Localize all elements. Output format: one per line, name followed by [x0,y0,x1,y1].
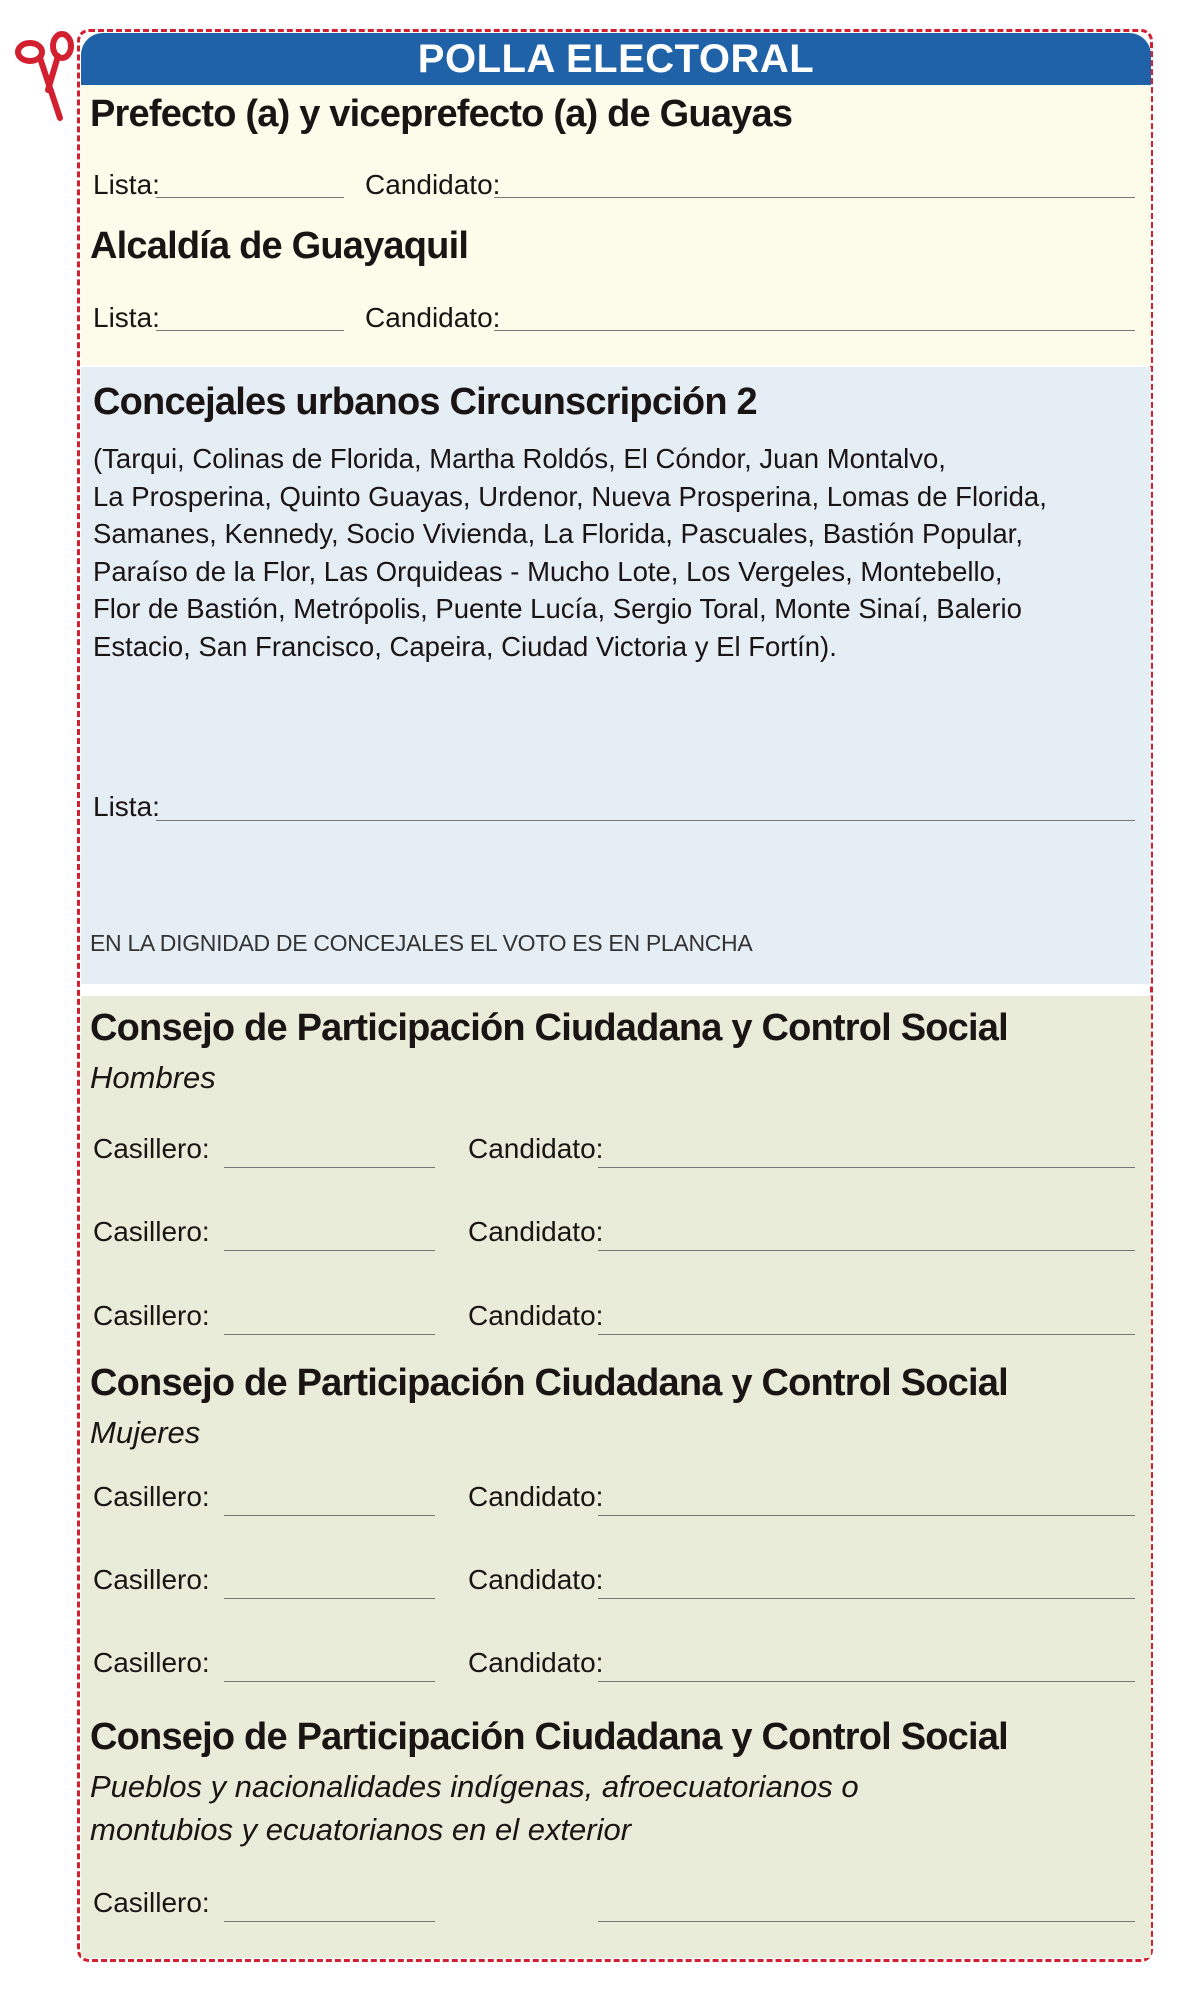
parishes-line: Estacio, San Francisco, Capeira, Ciudad Victoria y El Fortín). [93,630,837,662]
concejales-title: Concejales urbanos Circunscripción 2 [93,381,757,423]
mujeres-candidato-field[interactable] [598,1598,1135,1599]
hombres-candidato-field[interactable] [598,1334,1135,1335]
hombres-candidato-label: Candidato: [468,1216,604,1247]
mujeres-casillero-field[interactable] [224,1515,435,1516]
cpccs-mujeres-subtitle: Mujeres [90,1415,201,1450]
parishes-line: (Tarqui, Colinas de Florida, Martha Roldós, El Cóndor, Juan Montalvo, [93,443,946,474]
hombres-casillero-label: Casillero: [93,1216,210,1247]
hombres-casillero-label: Casillero: [93,1300,210,1331]
mujeres-casillero-label: Casillero: [93,1564,210,1595]
concejales-lista-label: Lista: [93,791,160,822]
mujeres-candidato-field[interactable] [598,1515,1135,1516]
hombres-casillero-field[interactable] [224,1167,435,1168]
concejales-lista-field[interactable] [156,820,1135,821]
cpccs-hombres-title: Consejo de Participación Ciudadana y Control Social [90,1007,1008,1049]
prefecto-lista-field[interactable] [156,197,344,198]
pueblos-casillero-field[interactable] [224,1921,435,1922]
subtitle-line: montubios y ecuatorianos en el exterior [90,1812,632,1847]
mujeres-candidato-label: Candidato: [468,1564,604,1595]
hombres-candidato-field[interactable] [598,1167,1135,1168]
prefecto-candidato-field[interactable] [494,197,1135,198]
mujeres-candidato-label: Candidato: [468,1647,604,1678]
cpccs-pueblos-subtitle [90,1765,859,1851]
mujeres-candidato-label: Candidato: [468,1481,604,1512]
mujeres-candidato-field[interactable] [598,1681,1135,1682]
hombres-casillero-field[interactable] [224,1334,435,1335]
mujeres-casillero-field[interactable] [224,1681,435,1682]
hombres-candidato-label: Candidato: [468,1133,604,1164]
parishes-line: Flor de Bastión, Metrópolis, Puente Lucía, Sergio Toral, Monte Sinaí, Balerio [93,593,1022,624]
alcaldia-candidato-label: Candidato: [365,302,501,333]
parishes-line: Paraíso de la Flor, Las Orquideas - Mucho Lote, Los Vergeles, Montebello, [93,555,1003,587]
parishes-line: La Prosperina, Quinto Guayas, Urdenor, Nueva Prosperina, Lomas de Florida, [93,480,1047,512]
subtitle-line: Pueblos y nacionalidades indígenas, afroecuatorianos o [90,1769,859,1804]
mujeres-casillero-label: Casillero: [93,1647,210,1678]
alcaldia-lista-field[interactable] [156,330,344,331]
cpccs-pueblos-title: Consejo de Participación Ciudadana y Control Social [90,1716,1008,1758]
alcaldia-title: Alcaldía de Guayaquil [90,225,469,267]
concejales-parishes-list [93,440,1123,665]
parishes-line: Samanes, Kennedy, Socio Vivienda, La Florida, Pascuales, Bastión Popular, [93,518,1023,549]
scissors-icon [10,26,82,122]
mujeres-casillero-label: Casillero: [93,1481,210,1512]
pueblos-casillero-label: Casillero: [93,1887,210,1918]
cpccs-hombres-subtitle: Hombres [90,1060,216,1095]
hombres-casillero-label: Casillero: [93,1133,210,1164]
prefecto-lista-label: Lista: [93,169,160,200]
alcaldia-lista-label: Lista: [93,302,160,333]
alcaldia-candidato-field[interactable] [494,330,1135,331]
prefecto-title: Prefecto (a) y viceprefecto (a) de Guayas [90,93,793,135]
prefecto-candidato-label: Candidato: [365,169,501,200]
hombres-candidato-field[interactable] [598,1250,1135,1251]
pueblos-candidato-field[interactable] [598,1921,1135,1922]
concejales-plancha-note: EN LA DIGNIDAD DE CONCEJALES EL VOTO ES EN PLANCHA [90,930,753,956]
mujeres-casillero-field[interactable] [224,1598,435,1599]
hombres-candidato-label: Candidato: [468,1300,604,1331]
hombres-casillero-field[interactable] [224,1250,435,1251]
cpccs-mujeres-title: Consejo de Participación Ciudadana y Control Social [90,1362,1008,1404]
polla-electoral-title: POLLA ELECTORAL [81,33,1151,85]
